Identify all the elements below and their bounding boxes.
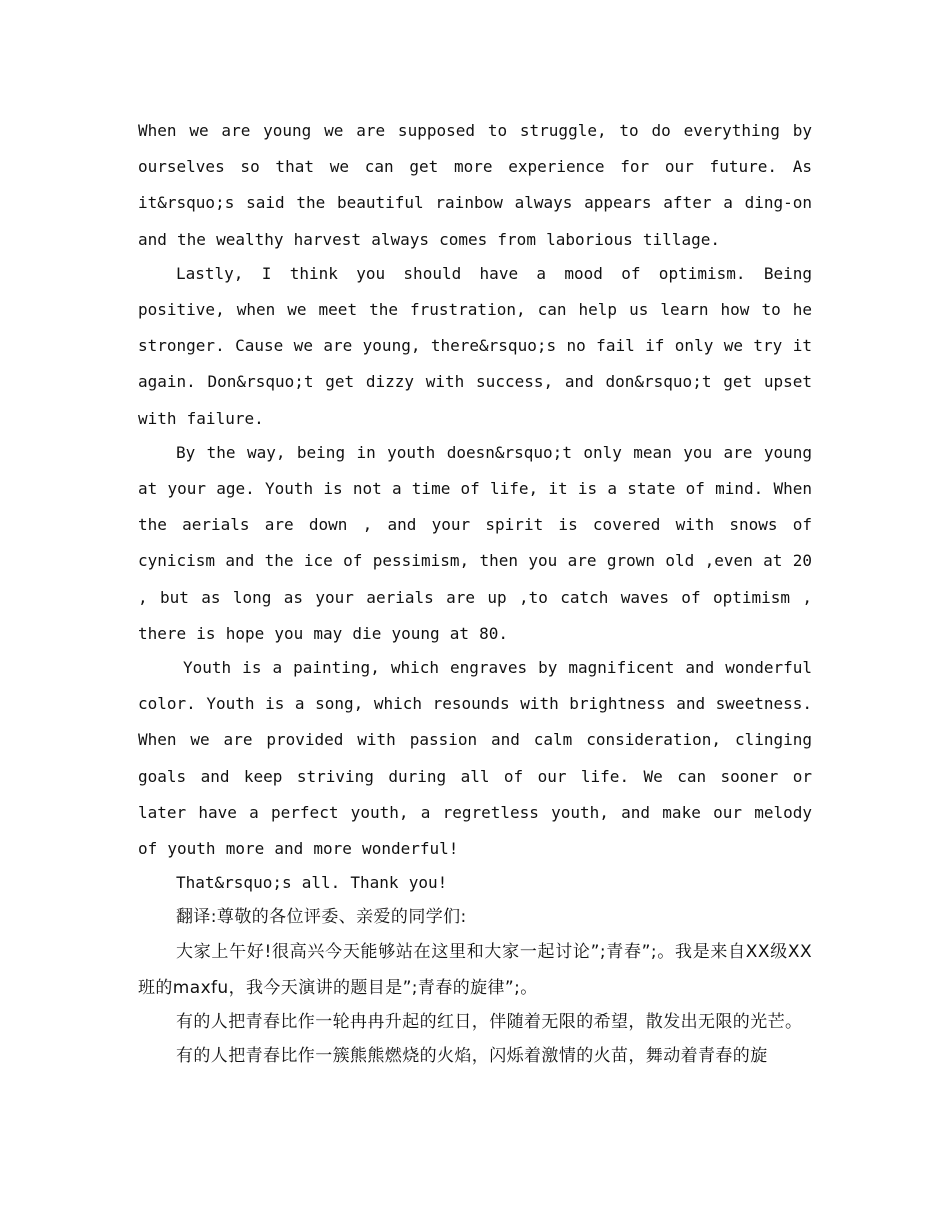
paragraph-translation-flame: 有的人把青春比作一簇熊熊燃烧的火焰，闪烁着激情的火苗，舞动着青春的旋 (176, 1046, 768, 1067)
paragraph-translation-heading: 翻译:尊敬的各位评委、亲爱的同学们: (176, 907, 467, 928)
paragraph-thank-you: That&rsquo;s all. Thank you! (176, 873, 448, 893)
paragraph-optimism: Lastly, I think you should have a mood of optimism. Being positive, when we meet the frustration, can help us learn how to he stronger. Cause we are young, there&rsquo;s no fail if only we try it again. Don&rsquo;t get dizzy with success, and don&rsquo;t get upset with failure. (138, 263, 812, 428)
paragraph-translation-sun: 有的人把青春比作一轮冉冉升起的红日，伴随着无限的希望，散发出无限的光芒。 (176, 1012, 803, 1033)
document-body (138, 113, 812, 1074)
paragraph-youth-painting: Youth is a painting, which engraves by magnificent and wonderful color. Youth is a song, which resounds with brightness and sweetness. When we are provided with passion and calm consideration, clinging goals and keep striving during all of our life. We can sooner or later have a perfect youth, a regretless youth, and make our melody of youth more and more wonderful! (138, 658, 812, 859)
paragraph-state-of-mind: By the way, being in youth doesn&rsquo;t only mean you are young at your age. Youth is not a time of life, it is a state of mind. When the aerials are down , and your spirit is covered with snows of cynicism and the ice of pessimism, then you are grown old ,even at 20 , but as long as your aerials are up ,to catch waves of optimism , there is hope you may die young at 80. (138, 442, 812, 643)
paragraph-struggle: When we are young we are supposed to struggle, to do everything by ourselves so that we can get more experience for our future. As it&rsquo;s said the beautiful rainbow always appears after a ding-on and the wealthy harvest always comes from laborious tillage. (138, 121, 812, 249)
paragraph-translation-greeting: 大家上午好!很高兴今天能够站在这里和大家一起讨论”;青春”;。我是来自XX级XX班的maxfu，我今天演讲的题目是”;青春的旋律”;。 (138, 941, 812, 998)
